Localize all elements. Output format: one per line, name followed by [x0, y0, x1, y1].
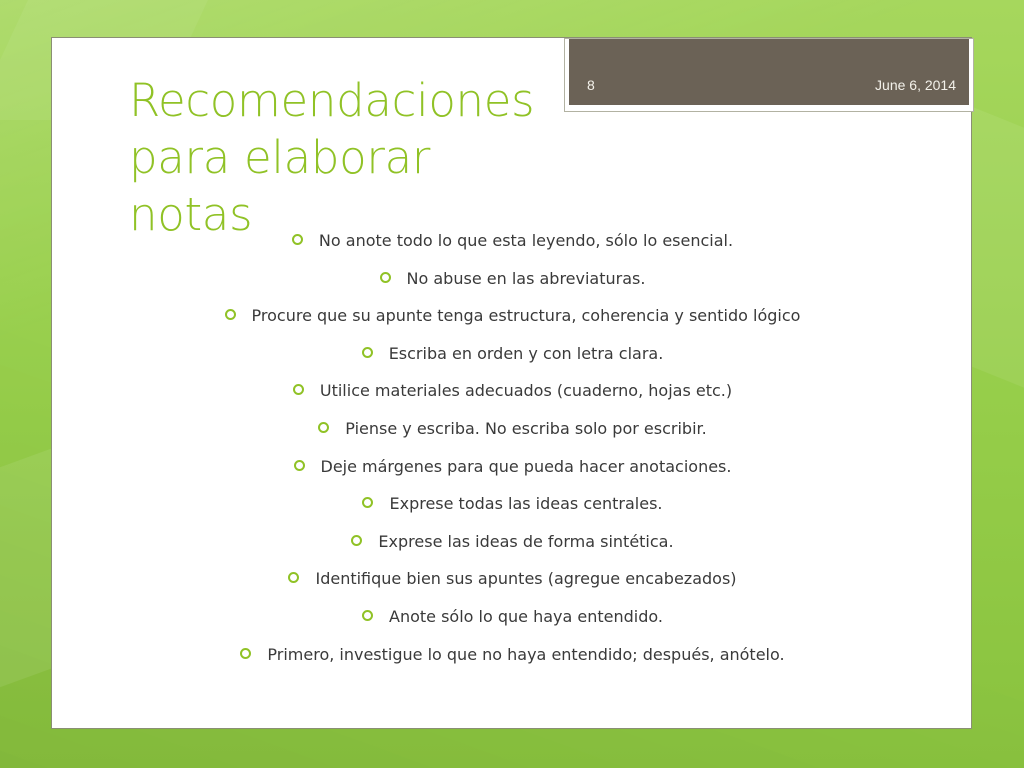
bullet-text: No abuse en las abreviaturas.: [406, 268, 646, 288]
bullet-item: [52, 523, 973, 561]
bullet-item: [52, 372, 973, 410]
bullet-marker-icon: [294, 460, 305, 471]
bullet-marker-icon: [240, 648, 251, 659]
bullet-text: Identifique bien sus apuntes (agregue encabezados): [315, 569, 737, 589]
bullet-item: [52, 410, 973, 448]
bullet-text: Utilice materiales adecuados (cuaderno, hojas etc.): [319, 381, 733, 401]
bullet-item: [52, 598, 973, 636]
bullet-marker-icon: [225, 309, 236, 320]
bullet-text: No anote todo lo que esta leyendo, sólo lo esencial.: [318, 231, 734, 250]
bullet-item: [52, 485, 973, 523]
bullet-text: Exprese todas las ideas centrales.: [389, 494, 663, 514]
bullet-item: [52, 260, 973, 298]
slide-number: 8: [587, 77, 595, 93]
bullet-item: [52, 222, 973, 260]
bullet-marker-icon: [351, 535, 362, 546]
bullet-marker-icon: [318, 422, 329, 433]
bullet-marker-icon: [292, 234, 303, 245]
bullet-item: [52, 297, 973, 335]
bullet-item: [52, 335, 973, 373]
slide-title: Recomendaciones para elaborar notas: [129, 74, 535, 241]
bullet-item: [52, 448, 973, 486]
bullet-text: Deje márgenes para que pueda hacer anotaciones.: [320, 456, 732, 476]
bullet-marker-icon: [362, 610, 373, 621]
slide-header-bar: [569, 39, 969, 105]
bullet-text: Piense y escriba. No escriba solo por escribir.: [345, 418, 707, 438]
bullet-marker-icon: [288, 572, 299, 583]
slide-date: June 6, 2014: [875, 77, 956, 93]
bullet-marker-icon: [293, 384, 304, 395]
bullet-item: [52, 560, 973, 598]
bullet-text: Procure que su apunte tenga estructura, coherencia y sentido lógico: [251, 306, 801, 326]
bullet-text: Escriba en orden y con letra clara.: [388, 343, 664, 363]
bullet-marker-icon: [362, 497, 373, 508]
bullet-list: [52, 222, 973, 673]
bullet-text: Primero, investigue lo que no haya entendido; después, anótelo.: [267, 644, 785, 664]
bullet-item: [52, 636, 973, 674]
bullet-text: Exprese las ideas de forma sintética.: [378, 531, 674, 551]
slide-header-box: [564, 38, 974, 112]
bullet-marker-icon: [380, 272, 391, 283]
bullet-text: Anote sólo lo que haya entendido.: [389, 606, 663, 626]
slide-panel: [51, 37, 972, 729]
bullet-marker-icon: [362, 347, 373, 358]
